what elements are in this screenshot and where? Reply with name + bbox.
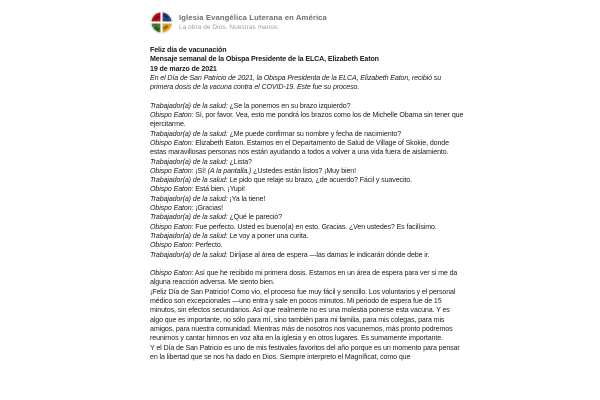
dialogue-line: Trabajador(a) de la salud: ¿Se la ponemos en su brazo izquierdo? — [150, 101, 351, 110]
org-logo-text — [179, 11, 327, 32]
dialogue-line: Obispo Eaton: Perfecto. — [150, 241, 223, 250]
dialogue-line: Trabajador(a) de la salud: Diríjase al área de espera —las damas le indicarán dónde debe ir. — [150, 250, 430, 259]
speaker-label: Trabajador(a) de la salud: — [150, 176, 228, 185]
doc-title: Feliz día de vacunación — [150, 46, 227, 54]
speaker-label: Trabajador(a) de la salud: — [150, 194, 228, 203]
final-paragraph: Y el Día de San Patricio es uno de mis festivales favoritos del año porque es un momento para pensar en la libertad que se nos ha dado en Dios. Siempre interpreto el Magníficat, como que — [150, 343, 460, 361]
stage-direction: (A la pantalla.) — [207, 166, 252, 175]
speaker-label: Trabajador(a) de la salud: — [150, 157, 228, 166]
closing-paragraph — [150, 269, 464, 288]
closing-paragraph-2: ¡Feliz Día de San Patricio! Como vio, el proceso fue muy fácil y sencillo. Los voluntarios y el personal médico son excepcionales —uno entra y sale en pocos minutos. Mi periodo de espera fue de 15 minutos, sin efectos secundarios. Así que realmente no es una molestia ponerse esta vacuna. Y es algo que es importante, no sólo para mí, sino también para mi familia, para mis colegas, para mis amigos, para nuestra comunidad. Mientras más de nosotros nos vacunemos, más pronto podremos reunirnos y cantar himnos en voz alta en la iglesia y en otros lugares. Es sumamente importante. — [150, 287, 456, 343]
speaker-label: Obispo Eaton: — [150, 204, 194, 213]
speaker-label: Obispo Eaton: — [150, 222, 194, 231]
closing-text: Así que he recibido mi primera dosis. Estamos en un área de espera para ver si me da alguna reacción adversa. Me siento bien. — [150, 269, 458, 287]
speaker-label: Trabajador(a) de la salud: — [150, 231, 228, 240]
speaker-label: Trabajador(a) de la salud: — [150, 101, 228, 110]
dialogue-line: Obispo Eaton: Elizabeth Eaton. Estamos en el Departamento de Salud de Village of Skokie, donde estas maravillosas personas nos están ayudando a todos a volver a una vida fuera de aislamiento. — [150, 138, 449, 157]
speaker-label: Obispo Eaton: — [150, 111, 194, 120]
elca-emblem-icon — [150, 11, 173, 34]
doc-header — [150, 46, 464, 74]
dialogue — [150, 102, 464, 260]
org-name: Iglesia Evangélica Luterana en América — [179, 13, 327, 22]
dialogue-line: Trabajador(a) de la salud: Le pido que relaje su brazo, ¿de acuerdo? Fácil y suavecito. — [150, 176, 412, 185]
intro-paragraph: En el Día de San Patricio de 2021, la Obispa Presidenta de la ELCA, Elizabeth Eaton, recibió su primera dosis de la vacuna contra el COVID-19. Este fue su proceso. — [150, 73, 442, 92]
dialogue-line: Obispo Eaton: ¡Sí! (A la pantalla.) ¿Ustedes están listos? ¡Muy bien! — [150, 166, 356, 175]
speaker-label: Trabajador(a) de la salud: — [150, 213, 228, 222]
speaker-label: Trabajador(a) de la salud: — [150, 250, 228, 259]
doc-subtitle: Mensaje semanal de la Obispa Presidente de la ELCA, Elizabeth Eaton — [150, 55, 379, 64]
speaker-label: Obispo Eaton: — [150, 269, 194, 278]
org-logo — [150, 11, 464, 34]
dialogue-line: Trabajador(a) de la salud: ¿Lista? — [150, 157, 252, 166]
dialogue-line: Obispo Eaton: ¡Gracias! — [150, 204, 223, 213]
dialogue-line: Trabajador(a) de la salud: ¿Me puede confirmar su nombre y fecha de nacimiento? — [150, 129, 402, 138]
speaker-label: Obispo Eaton: — [150, 138, 194, 147]
dialogue-line: Obispo Eaton: Está bien. ¡Yupi! — [150, 185, 245, 194]
dialogue-line: Trabajador(a) de la salud: ¿Qué le pareció? — [150, 213, 282, 222]
dialogue-line: Obispo Eaton: Fue perfecto. Usted es bueno(a) en esto. Gracias. ¿Ven ustedes? Es facilísimo. — [150, 222, 437, 231]
doc-date: 19 de marzo de 2021 — [150, 64, 217, 73]
org-tagline: La obra de Dios. Nuestras manos. — [179, 24, 280, 31]
dialogue-line: Trabajador(a) de la salud: ¡Ya la tiene! — [150, 194, 266, 203]
document-content — [150, 11, 464, 362]
speaker-label: Obispo Eaton: — [150, 185, 194, 194]
dialogue-line: Trabajador(a) de la salud: Le voy a poner una curita. — [150, 231, 309, 240]
speaker-label: Trabajador(a) de la salud: — [150, 129, 228, 138]
speaker-label: Obispo Eaton: — [150, 166, 194, 175]
speaker-label: Obispo Eaton: — [150, 241, 194, 250]
closing-block — [150, 269, 464, 343]
dialogue-line: Obispo Eaton: Sí, por favor. Vea, esto me pondrá los brazos como los de Michelle Obama sin tener que ejercitarme. — [150, 111, 464, 129]
